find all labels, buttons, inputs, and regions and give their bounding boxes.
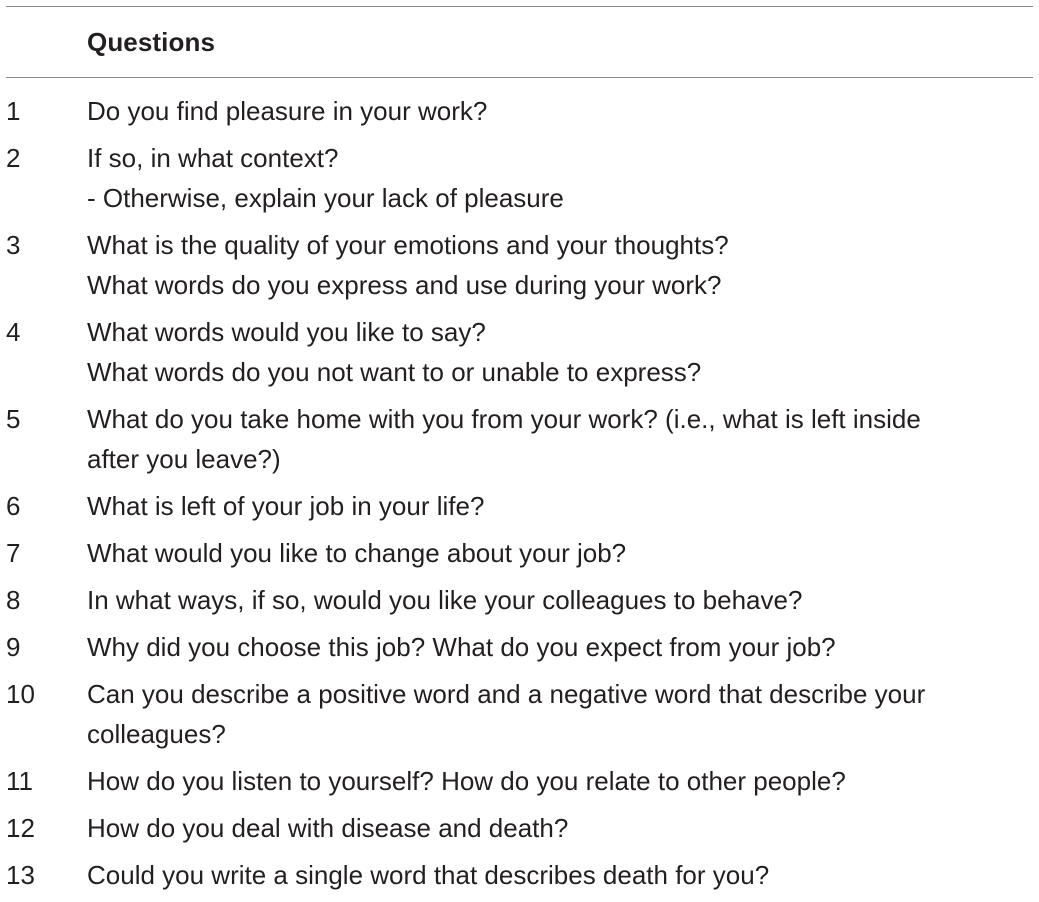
question-text <box>87 399 1033 479</box>
question-text <box>87 627 1033 667</box>
row-number: 7 <box>6 538 21 568</box>
row-number: 2 <box>6 143 21 173</box>
question-text <box>87 580 1033 620</box>
row-number: 6 <box>6 491 21 521</box>
question-text <box>87 225 1033 305</box>
question-line: How do you listen to yourself? How do you relate to other people? <box>87 766 846 796</box>
question-line: - Otherwise, explain your lack of pleasure <box>87 183 564 213</box>
table-row <box>6 808 1033 848</box>
row-number: 8 <box>6 585 21 615</box>
row-number: 9 <box>6 632 21 662</box>
question-text <box>87 533 1033 573</box>
row-number: 12 <box>6 813 35 843</box>
question-line: What would you like to change about your job? <box>87 538 627 568</box>
question-line: What words do you express and use during your work? <box>87 270 722 300</box>
table-body <box>6 78 1033 895</box>
question-text <box>87 91 1033 131</box>
table-row <box>6 91 1033 131</box>
question-text <box>87 808 1033 848</box>
question-text <box>87 312 1033 392</box>
question-text <box>87 674 1033 754</box>
table-row <box>6 225 1033 305</box>
question-line: What words do you not want to or unable to express? <box>87 357 702 387</box>
table-row <box>6 486 1033 526</box>
question-line: In what ways, if so, would you like your colleagues to behave? <box>87 585 803 615</box>
table-header <box>6 7 1033 77</box>
table-row <box>6 312 1033 392</box>
question-line: after you leave?) <box>87 444 281 474</box>
table-row <box>6 399 1033 479</box>
row-number: 3 <box>6 230 21 260</box>
question-text <box>87 486 1033 526</box>
row-number: 13 <box>6 860 35 890</box>
table-row <box>6 627 1033 667</box>
question-line: If so, in what context? <box>87 143 339 173</box>
row-number: 10 <box>6 679 35 709</box>
table-row <box>6 580 1033 620</box>
row-number: 4 <box>6 317 21 347</box>
question-line: colleagues? <box>87 719 226 749</box>
table-row <box>6 761 1033 801</box>
question-line: What is the quality of your emotions and your thoughts? <box>87 230 729 260</box>
row-number: 5 <box>6 404 21 434</box>
table-row <box>6 533 1033 573</box>
question-line: What do you take home with you from your work? (i.e., what is left inside <box>87 404 921 434</box>
question-text <box>87 761 1033 801</box>
header-questions: Questions <box>87 26 216 57</box>
question-line: What words would you like to say? <box>87 317 486 347</box>
row-number: 1 <box>6 96 21 126</box>
question-text <box>87 855 1033 895</box>
question-line: How do you deal with disease and death? <box>87 813 569 843</box>
question-line: Why did you choose this job? What do you expect from your job? <box>87 632 836 662</box>
question-text <box>87 138 1033 218</box>
question-line: What is left of your job in your life? <box>87 491 485 521</box>
table-row <box>6 674 1033 754</box>
table-row <box>6 855 1033 895</box>
table-row <box>6 138 1033 218</box>
question-line: Can you describe a positive word and a negative word that describe your <box>87 679 926 709</box>
row-number: 11 <box>6 766 33 796</box>
question-line: Do you find pleasure in your work? <box>87 96 488 126</box>
questions-table <box>6 6 1033 902</box>
question-line: Could you write a single word that describes death for you? <box>87 860 770 890</box>
